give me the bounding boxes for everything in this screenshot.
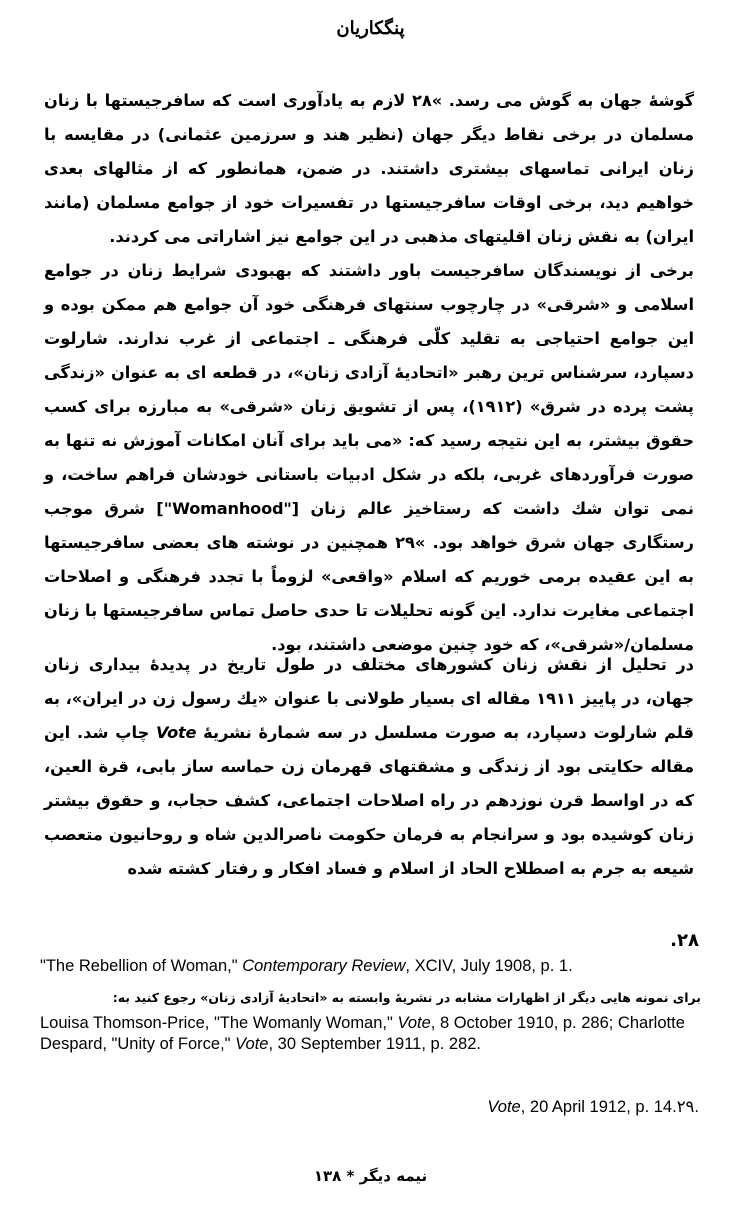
footnote-29-number: ۲۹. <box>676 1098 699 1116</box>
paragraph-2-text-start: برخی از نویسندگان سافرجیست باور داشتند که بهبودی شرایط زنان در جوامع اسلامی و «شرقی» در چارچوب سنتهای فرهنگی خود آن جوامع هم ممکن بوده و این جوامع احتیاجی به تقلید کلّی فرهنگی ـ اجتماعی از غرب ندارند. شارلوت دسپارد، سرشناس ترین رهبر «اتحادیهٔ آزادی زنان»، در قطعه ای به عنوان «زندگی پشت پرده در شرق» (۱۹۱۲)، پس از تشویق زنان «شرقی» به مبارزه برای کسب حقوق بیشتر، به این نتیجه رسید که: «می باید برای آنان امکانات آموزش نه تنها به صورت فرآوردهای غربی، بلکه در شکل ادبیات باستانی خودشان فراهم ساخت، و نمی توان شك داشت که رستاخیز عالم زنان [ <box>44 261 694 518</box>
reference-2-end: , 30 September 1911, p. 282. <box>268 1035 481 1053</box>
footnote-29-details: , 20 April 1912, p. 14. <box>520 1098 677 1116</box>
paragraph-3-text-end: چاپ شد. این مقاله حکایتی بود از زندگی و مشقتهای قهرمان زن حماسه ساز بابی، قرة العین، که در اواسط قرن نوزدهم در راه اصلاحات اجتماعی، کشف حجاب، و حقوق بیشتر زنان کوشیده بود و سرانجام به فرمان حکومت ناصرالدین شاه و روحانیون متعصب شیعه به جرم به اصطلاح الحاد از اسلام و فساد افکار و رفتار کشته شده <box>44 723 694 878</box>
paragraph-3-journal-name: Vote <box>155 723 197 742</box>
paragraph-2-english-term: "Womanhood" <box>163 499 292 518</box>
footnote-28-title: "The Rebellion of Woman," <box>40 957 238 975</box>
reference-1-start: Louisa Thomson-Price, "The Womanly Woman," <box>40 1014 398 1032</box>
footnote-28-details: , XCIV, July 1908, p. 1. <box>405 957 573 975</box>
page-footer: نیمه دیگر * ۱۳۸ <box>313 1167 428 1185</box>
paragraph-3 <box>44 648 694 886</box>
footnote-28-journal: Contemporary Review <box>242 957 406 975</box>
footnote-29 <box>487 1097 699 1117</box>
reference-1-journal: Vote <box>397 1014 431 1032</box>
footnote-29-journal: Vote <box>487 1098 521 1116</box>
reference-2-journal: Vote <box>235 1035 269 1053</box>
footnote-28-references <box>40 1013 700 1055</box>
running-header: پنگکاریان <box>336 18 405 39</box>
paragraph-2 <box>44 254 694 662</box>
paragraph-1: گوشهٔ جهان به گوش می رسد. »۲۸ لازم به یادآوری است که سافرجیستها با زنان مسلمان در برخی نقاط دیگر جهان (نظیر هند و سرزمین عثمانی) در مقایسه با زنان ایرانی تماسهای بیشتری داشتند. در ضمن، همانطور که از مثالهای بعدی خواهیم دید، برخی اوقات سافرجیستها در تفسیرات خود از جوامع مسلمان (مانند ایران) به نقش زنان اقلیتهای مذهبی در این جوامع نیز اشاراتی می کردند. <box>44 91 695 246</box>
footnote-28-citation <box>40 956 700 977</box>
reference-1-end: , 8 October 1910, p. 286; Charlotte Despard, "Unity of Force," <box>40 1014 685 1053</box>
footnote-28-persian-note: برای نمونه هایی دیگر از اظهارات مشابه در نشریهٔ وابسته به «اتحادیهٔ آزادی زنان» رجوع کنید به: <box>112 990 701 1005</box>
paragraph-2-text-end: ] شرق موجب رستگاری جهان شرق خواهد بود. »۲۹ همچنین در نوشته های بعضی سافرجیستها به این عقیده برمی خوریم که اسلام «واقعی» لزوماً با تجدد فرهنگی و اصلاحات اجتماعی مغایرت ندارد. این گونه تحلیلات تا حدی حاصل تماس سافرجیستها با زنان مسلمان/«شرقی»، که خود چنین موضعی داشتند، بود. <box>44 499 694 654</box>
footnote-28-number: ۲۸. <box>670 930 699 951</box>
paragraph-3-text-start: در تحلیل از نقش زنان کشورهای مختلف در طول تاریخ در پدیدهٔ بیداری زنان جهان، در پاییز ۱۹۱۱ مقاله ای بسیار طولانی با عنوان «یك رسول زن در ایران»، به قلم شارلوت دسپارد، به صورت مسلسل در سه شمارهٔ نشریهٔ <box>44 655 694 742</box>
